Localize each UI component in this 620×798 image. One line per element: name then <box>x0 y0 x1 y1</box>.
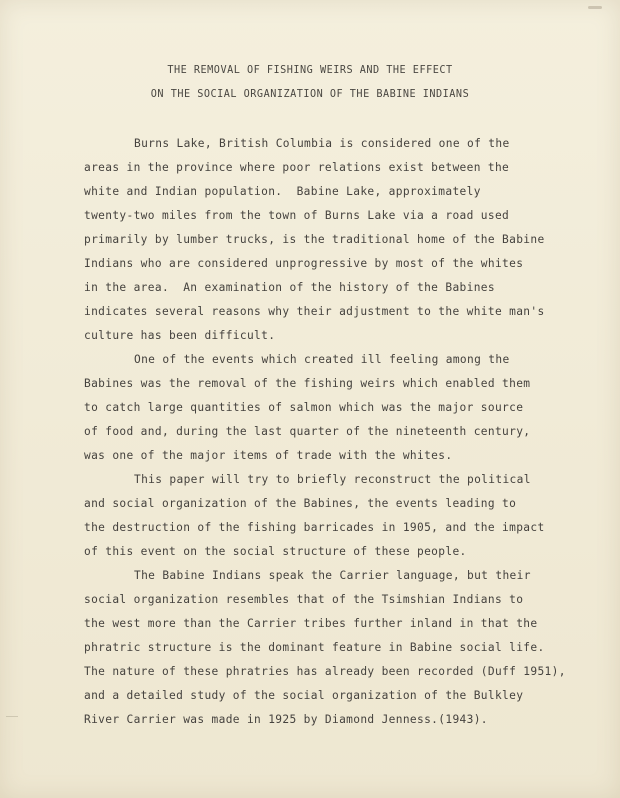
paragraph-1-line-1: Burns Lake, British Columbia is considered one of the <box>134 137 510 150</box>
title-line-1: THE REMOVAL OF FISHING WEIRS AND THE EFFECT <box>167 65 453 76</box>
paragraph-4-line-5: The nature of these phratries has already been recorded (Duff 1951), <box>84 665 566 678</box>
paragraph-2-line-2: Babines was the removal of the fishing weirs which enabled them <box>84 377 531 390</box>
paragraph-1-line-7: in the area. An examination of the history of the Babines <box>84 281 495 294</box>
margin-mark <box>6 716 18 717</box>
paragraph-2-line-4: of food and, during the last quarter of the nineteenth century, <box>84 425 531 438</box>
paragraph-3-line-2: and social organization of the Babines, the events leading to <box>84 497 517 510</box>
paragraph-4-line-3: the west more than the Carrier tribes further inland in that the <box>84 617 538 630</box>
paragraph-1-line-9: culture has been difficult. <box>84 329 276 342</box>
paragraph-4-line-4: phratric structure is the dominant feature in Babine social life. <box>84 641 545 654</box>
paragraph-2-line-1: One of the events which created ill feeling among the <box>134 353 510 366</box>
paragraph-4-line-6: and a detailed study of the social organization of the Bulkley <box>84 689 524 702</box>
paragraph-4-line-7: River Carrier was made in 1925 by Diamond Jenness.(1943). <box>84 713 488 726</box>
paragraph-1-line-4: twenty-two miles from the town of Burns Lake via a road used <box>84 209 510 222</box>
paragraph-3-line-3: the destruction of the fishing barricades in 1905, and the impact <box>84 521 545 534</box>
paragraph-1-line-8: indicates several reasons why their adjustment to the white man's <box>84 305 545 318</box>
paragraph-1-line-3: white and Indian population. Babine Lake, approximately <box>84 185 481 198</box>
paragraph-2-line-3: to catch large quantities of salmon which was the major source <box>84 401 524 414</box>
title-line-2: ON THE SOCIAL ORGANIZATION OF THE BABINE INDIANS <box>150 89 470 100</box>
paragraph-3-line-4: of this event on the social structure of these people. <box>84 545 467 558</box>
paragraph-1-line-2: areas in the province where poor relations exist between the <box>84 161 510 174</box>
paragraph-1-line-6: Indians who are considered unprogressive by most of the whites <box>84 257 524 270</box>
paragraph-2-line-5: was one of the major items of trade with the whites. <box>84 449 453 462</box>
paper-mark <box>588 6 602 9</box>
paragraph-3-line-1: This paper will try to briefly reconstruct the political <box>134 473 531 486</box>
paragraph-4-line-1: The Babine Indians speak the Carrier language, but their <box>134 569 531 582</box>
paragraph-4-line-2: social organization resembles that of the Tsimshian Indians to <box>84 593 524 606</box>
paragraph-1-line-5: primarily by lumber trucks, is the traditional home of the Babine <box>84 233 545 246</box>
